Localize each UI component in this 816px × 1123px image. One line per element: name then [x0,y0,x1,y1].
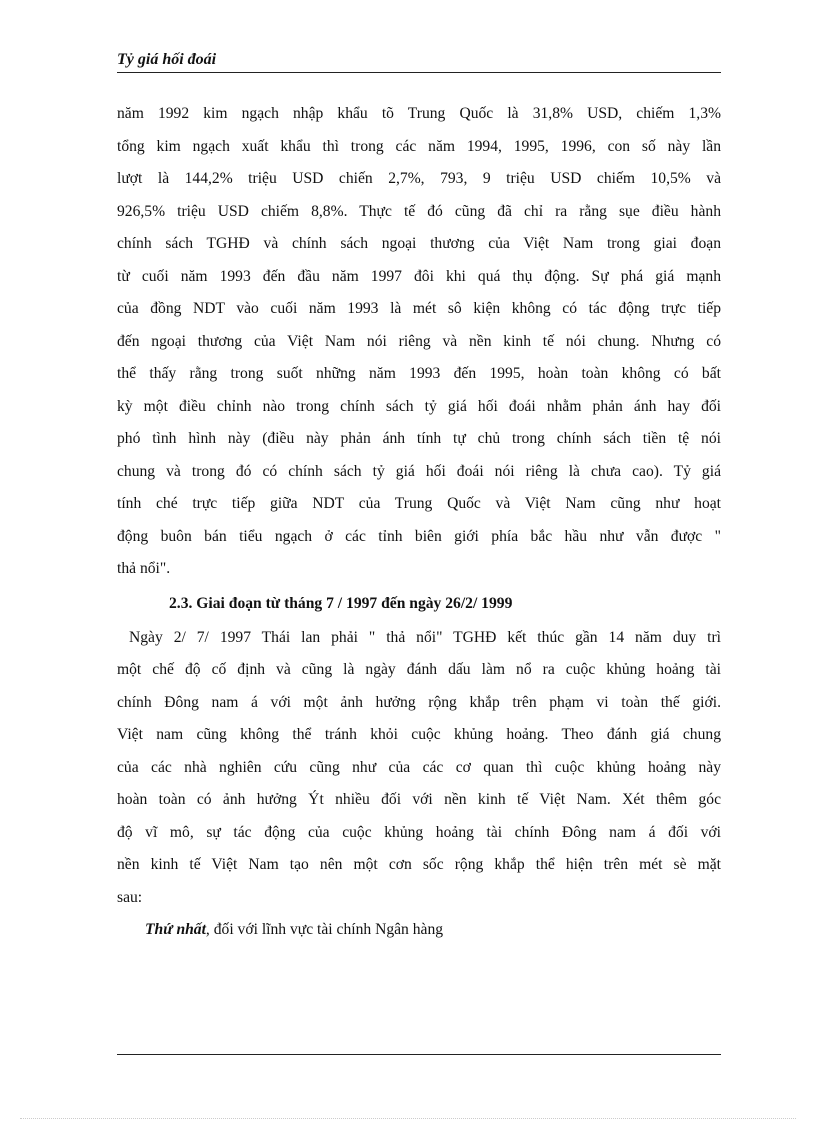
text-line: của các nhà nghiên cứu cũng như của các cơ quan thì cuộc khủng hoảng này [117,758,721,776]
page-header [117,50,721,73]
text-line: một chế độ cố định và cũng là ngày đánh dấu làm nổ ra cuộc khủng hoảng tài [117,661,721,678]
document-body [117,98,721,947]
point-text: , đối với lĩnh vực tài chính Ngân hàng [205,921,444,938]
text-line: tính ché trực tiếp giữa NDT của Trung Quốc và Việt Nam cũng như hoạt [117,495,721,512]
text-line: chung và trong đó có chính sách tỷ giá hối đoái nói riêng là chưa cao). Tỷ giá [117,462,721,480]
text-line: độ vĩ mô, sự tác động của cuộc khủng hoảng tài chính Đông nam á đối với [117,823,721,841]
point-line [117,914,721,947]
text-line: Ngày 2/ 7/ 1997 Thái lan phải " thả nổi" TGHĐ kết thúc gần 14 năm duy trì [129,628,721,646]
point-label: Thứ nhất [145,921,206,938]
text-line: lượt là 144,2% triệu USD chiến 2,7%, 793, 9 triệu USD chiếm 10,5% và [117,170,721,187]
text-line: nền kinh tế Việt Nam tạo nên một cơn sốc rộng khắp thể hiện trên mét sè mặt [117,856,721,873]
paragraph-1 [117,98,721,586]
text-line: phó tình hình này (điều này phản ánh tính tự chủ trong chính sách tiền tệ nói [117,430,721,447]
text-line: năm 1992 kim ngạch nhập khẩu tõ Trung Quốc là 31,8% USD, chiếm 1,3% [117,105,721,122]
text-line: 926,5% triệu USD chiếm 8,8%. Thực tế đó cũng đã chỉ ra rằng sụe điều hành [117,202,721,220]
text-line: động buôn bán tiểu ngạch ở các tỉnh biên giới phía bắc hầu như vẫn được " [117,527,721,545]
text-line: từ cuối năm 1993 đến đầu năm 1997 đôi khi quá thụ động. Sự phá giá mạnh [117,267,721,285]
text-line: của đồng NDT vào cuối năm 1993 là mét sô kiện không có tác động trực tiếp [117,300,721,317]
section-heading: 2.3. Giai đoạn từ tháng 7 / 1997 đến ngày 26/2/ 1999 [169,594,513,612]
text-line: sau: [117,888,143,906]
text-line: thả nổi". [117,560,171,577]
text-line: đến ngoại thương của Việt Nam nói riêng và nền kinh tế nói chung. Nhưng có [117,332,721,350]
header-title: Tỷ giá hối đoái [117,51,217,68]
text-line: chính Đông nam á với một ảnh hưởng rộng khắp trên phạm vi toàn thế giới. [117,693,721,711]
footer-rule [117,1054,721,1055]
text-line: chính sách TGHĐ và chính sách ngoại thương của Việt Nam trong giai đoạn [117,235,721,252]
text-line: tổng kim ngạch xuất khẩu thì trong các năm 1994, 1995, 1996, con số này lần [117,137,721,155]
page-edge-divider [20,1118,796,1119]
text-line: kỳ một điều chỉnh nào trong chính sách tỷ giá hối đoái nhằm phản ánh hay đối [117,397,721,415]
text-line: thể thấy rằng trong suốt những năm 1993 đến 1995, hoàn toàn không có bất [117,365,721,382]
paragraph-2 [117,622,721,915]
text-line: Việt nam cũng không thể tránh khỏi cuộc khủng hoảng. Theo đánh giá chung [117,726,721,743]
text-line: hoàn toàn có ảnh hưởng Ýt nhiều đối với nền kinh tế Việt Nam. Xét thêm góc [117,791,721,808]
